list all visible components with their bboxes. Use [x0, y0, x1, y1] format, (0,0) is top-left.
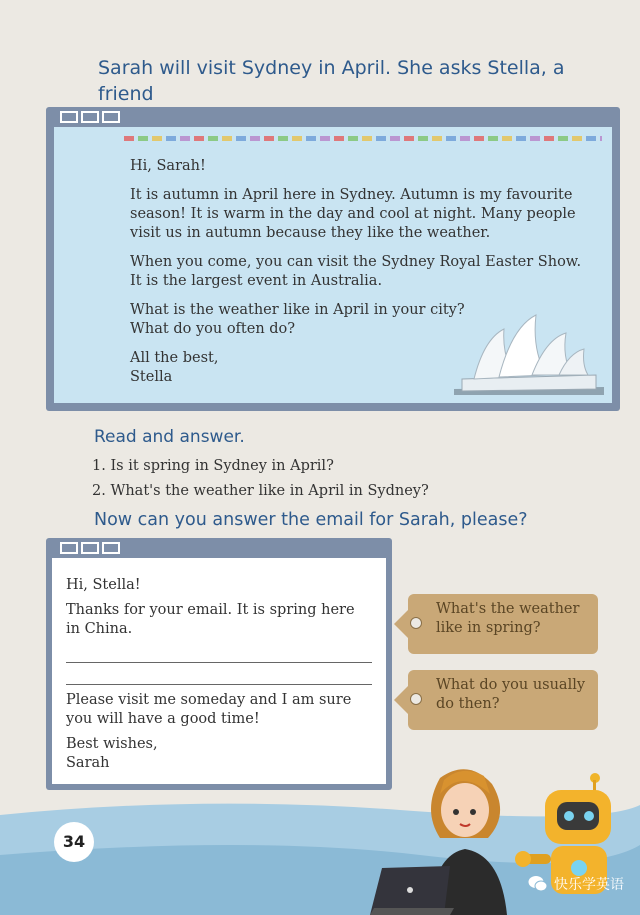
tag-text: What do you usually [436, 677, 586, 693]
window-button-icon[interactable] [102, 111, 120, 123]
window-button-icon[interactable] [81, 542, 99, 554]
page-number: 34 [54, 822, 94, 862]
text-line: you will have a good time! [66, 711, 260, 727]
reply-signature: Sarah [66, 755, 110, 771]
reply-greeting: Hi, Stella! [66, 577, 141, 593]
tag-text: What's the weather [436, 601, 580, 617]
hint-tag-activities [408, 670, 598, 730]
reply-email-window [46, 538, 392, 790]
email-pane [54, 127, 612, 403]
tag-text: do then? [436, 696, 500, 712]
tag-hole-icon [410, 693, 422, 705]
letter-greeting: Hi, Sarah! [130, 158, 206, 174]
window-button-icon[interactable] [60, 111, 78, 123]
answer-blank-line-1[interactable] [66, 662, 372, 663]
text-line: Thanks for your email. It is spring here [66, 602, 355, 618]
question-2: 2. What's the weather like in April in Sydney? [92, 483, 429, 499]
text-line: What do you often do? [130, 321, 296, 337]
text-line: What is the weather like in April in your city? [130, 302, 465, 318]
window-button-icon[interactable] [102, 542, 120, 554]
intro-line-1: Sarah will visit Sydney in April. She asks Stella, a friend [98, 57, 565, 105]
window-button-icon[interactable] [81, 111, 99, 123]
reply-closing: Best wishes, [66, 736, 158, 752]
answer-blank-line-2[interactable] [66, 684, 372, 685]
text-line: visit us in autumn because they like the weather. [130, 225, 491, 241]
stella-email-window [46, 107, 620, 411]
watermark [528, 874, 624, 894]
hint-tag-weather [408, 594, 598, 654]
stella-letter [130, 157, 620, 387]
reply-prompt: Now can you answer the email for Sarah, please? [94, 510, 528, 530]
window-button-icon[interactable] [60, 542, 78, 554]
text-line: in China. [66, 621, 133, 637]
text-line: Please visit me someday and I am sure [66, 692, 352, 708]
window-buttons [60, 542, 120, 554]
question-1: 1. Is it spring in Sydney in April? [92, 458, 334, 474]
tag-hole-icon [410, 617, 422, 629]
sarah-letter [66, 576, 386, 773]
text-line: It is the largest event in Australia. [130, 273, 383, 289]
text-line: When you come, you can visit the Sydney Royal Easter Show. [130, 254, 582, 270]
text-line: season! It is warm in the day and cool at night. Many people [130, 206, 576, 222]
text-line: It is autumn in April here in Sydney. Autumn is my favourite [130, 187, 573, 203]
girl-with-laptop-illustration [370, 758, 520, 915]
letter-signature: Stella [130, 369, 173, 385]
wechat-icon [528, 875, 548, 893]
window-buttons [60, 111, 120, 123]
letter-closing: All the best, [130, 350, 219, 366]
letter-paragraph [130, 186, 620, 243]
reply-pane [52, 558, 386, 784]
letter-paragraph [130, 253, 620, 291]
tag-text: like in spring? [436, 620, 541, 636]
letter-paragraph [130, 301, 620, 339]
read-answer-heading: Read and answer. [94, 427, 245, 447]
watermark-text: 快乐学英语 [554, 877, 624, 893]
letter-signoff [130, 349, 620, 387]
decorative-stripe [124, 136, 602, 141]
